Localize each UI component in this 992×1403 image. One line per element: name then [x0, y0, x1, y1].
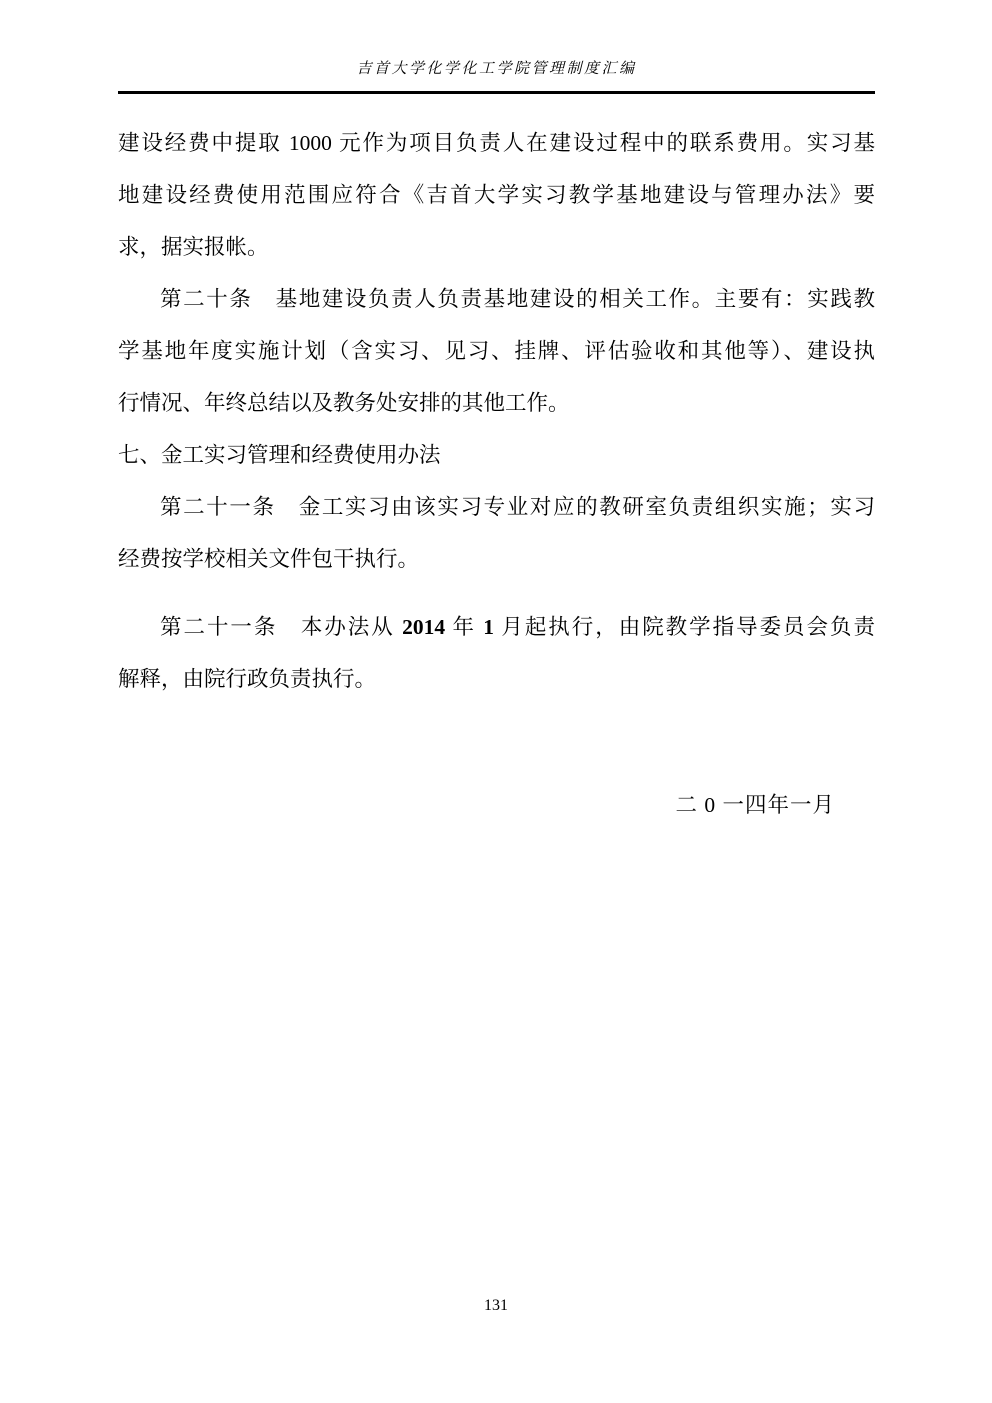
text-segment: 年	[445, 615, 484, 639]
text-line	[118, 429, 875, 481]
text-line	[118, 481, 875, 533]
text-line	[118, 653, 875, 705]
page-number: 131	[484, 1297, 508, 1314]
text-segment: 月起执行，由院教学指导委员会负责	[494, 615, 875, 639]
paragraph	[118, 601, 875, 705]
text-segment: 建设经费中提取 1000 元作为项目负责人在建设过程中的联系费用。实习基	[118, 131, 875, 155]
bold-text-segment: 1	[483, 615, 495, 639]
text-line	[118, 325, 875, 377]
paragraph	[118, 117, 875, 273]
text-segment: 行情况、年终总结以及教务处安排的其他工作。	[118, 391, 570, 415]
bold-text-segment: 2014	[402, 615, 446, 639]
text-line	[118, 273, 875, 325]
text-line	[118, 533, 875, 585]
text-segment: 解释，由院行政负责执行。	[118, 667, 377, 691]
text-segment: 第二十一条 本办法从	[160, 615, 403, 639]
paragraph	[118, 429, 875, 481]
paragraph	[118, 481, 875, 585]
document-body	[118, 117, 875, 705]
text-line	[118, 601, 875, 653]
text-line	[118, 117, 875, 169]
text-segment: 七、金工实习管理和经费使用办法	[118, 443, 441, 467]
date-line: 二 0 一四年一月	[675, 793, 835, 817]
text-segment: 求，据实报帐。	[118, 235, 269, 259]
paragraph	[118, 273, 875, 429]
text-segment: 学基地年度实施计划（含实习、见习、挂牌、评估验收和其他等）、建设执	[118, 339, 875, 363]
text-line	[118, 377, 875, 429]
text-line	[118, 221, 875, 273]
text-segment: 第二十一条 金工实习由该实习专业对应的教研室负责组织实施；实习	[160, 495, 875, 519]
header-rule	[118, 91, 875, 94]
page-header-title: 吉首大学化学化工学院管理制度汇编	[356, 61, 637, 77]
text-segment: 第二十条 基地建设负责人负责基地建设的相关工作。主要有：实践教	[160, 287, 875, 311]
text-segment: 地建设经费使用范围应符合《吉首大学实习教学基地建设与管理办法》要	[118, 183, 875, 207]
text-segment: 经费按学校相关文件包干执行。	[118, 547, 420, 571]
text-line	[118, 169, 875, 221]
